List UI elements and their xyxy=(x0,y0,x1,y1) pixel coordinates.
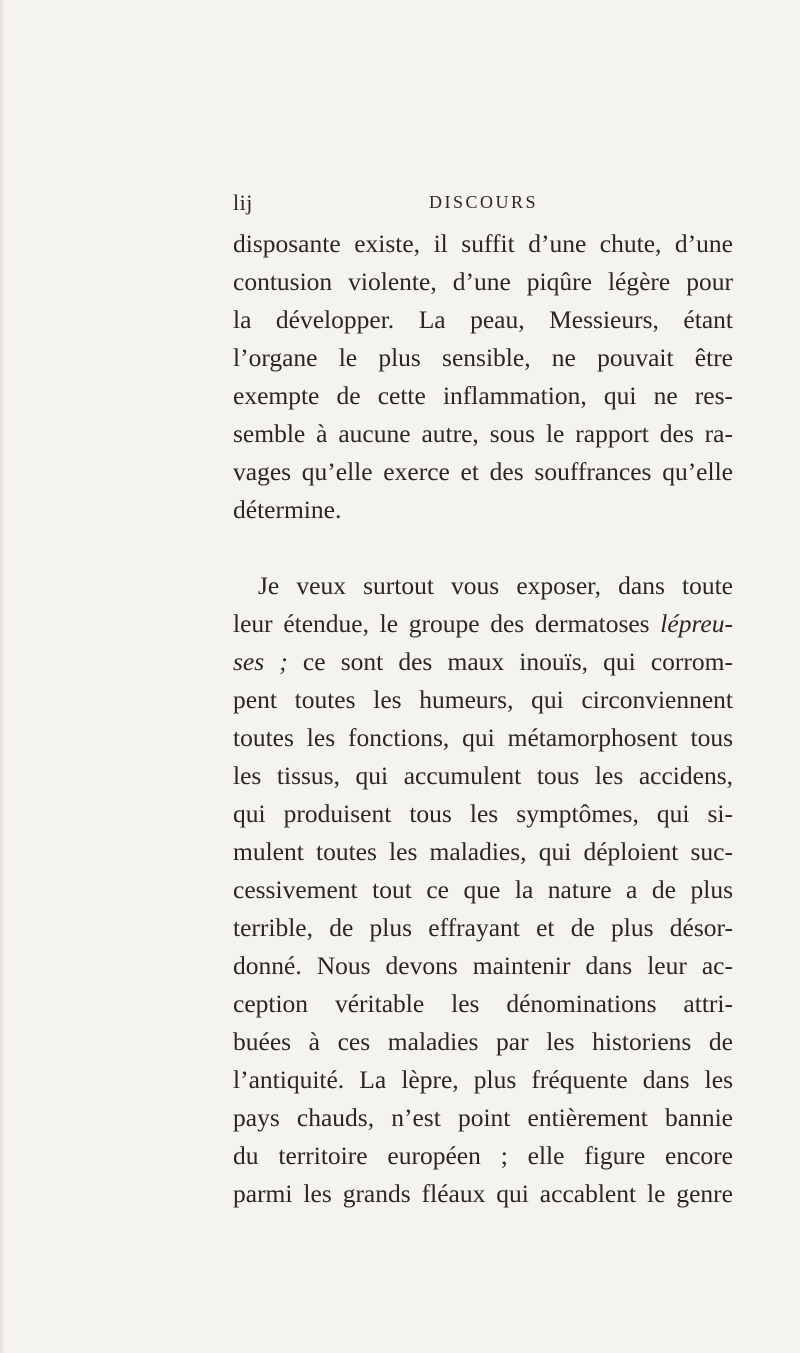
text-line: terrible, de plus effrayant et de plus désor- xyxy=(233,913,733,942)
paragraph-2 xyxy=(233,567,733,1213)
paragraph-1 xyxy=(233,225,733,529)
text-run: leur étendue, le groupe des dermatoses xyxy=(233,609,661,638)
text-line: l’organe le plus sensible, ne pouvait être xyxy=(233,343,733,372)
italic-term: ses ; xyxy=(233,647,288,676)
running-head xyxy=(233,190,733,226)
text-line: la développer. La peau, Messieurs, étant xyxy=(233,305,733,334)
text-line: contusion violente, d’une piqûre légère pour xyxy=(233,267,733,296)
text-line: ception véritable les dénominations attri- xyxy=(233,989,733,1018)
text-line: pent toutes les humeurs, qui circonviennent xyxy=(233,685,733,714)
italic-term: lépreu- xyxy=(660,609,733,638)
text-line: Je veux surtout vous exposer, dans toute xyxy=(258,571,733,600)
text-line: du territoire européen ; elle figure encore xyxy=(233,1141,733,1170)
text-line: l’antiquité. La lèpre, plus fréquente dans les xyxy=(233,1065,733,1094)
text-line: qui produisent tous les symptômes, qui si- xyxy=(233,799,733,828)
text-line xyxy=(233,605,733,643)
text-run: ce sont des maux inouïs, qui corrom- xyxy=(287,647,733,676)
text-line: toutes les fonctions, qui métamorphosent tous xyxy=(233,723,733,752)
text-line: donné. Nous devons maintenir dans leur ac- xyxy=(233,951,733,980)
text-line: exempte de cette inflammation, qui ne res- xyxy=(233,381,733,410)
text-line xyxy=(233,643,733,681)
text-line: buées à ces maladies par les historiens de xyxy=(233,1027,733,1056)
page-edge-shadow xyxy=(0,0,6,1353)
paragraph-gap xyxy=(233,529,733,567)
text-line: détermine. xyxy=(233,495,342,524)
text-line: parmi les grands fléaux qui accablent le genre xyxy=(233,1179,733,1208)
running-title: DISCOURS xyxy=(429,192,539,212)
text-line: les tissus, qui accumulent tous les accidens, xyxy=(233,761,733,790)
text-line: cessivement tout ce que la nature a de plus xyxy=(233,875,733,904)
text-line: semble à aucune autre, sous le rapport des ra- xyxy=(233,419,733,448)
page-number: lij xyxy=(233,190,253,215)
text-line: vages qu’elle exerce et des souffrances qu’elle xyxy=(233,457,733,486)
body-text xyxy=(233,225,733,1213)
text-line: pays chauds, n’est point entièrement bannie xyxy=(233,1103,733,1132)
text-line: mulent toutes les maladies, qui déploient suc- xyxy=(233,837,733,866)
text-line: disposante existe, il suffit d’une chute, d’une xyxy=(233,229,733,258)
